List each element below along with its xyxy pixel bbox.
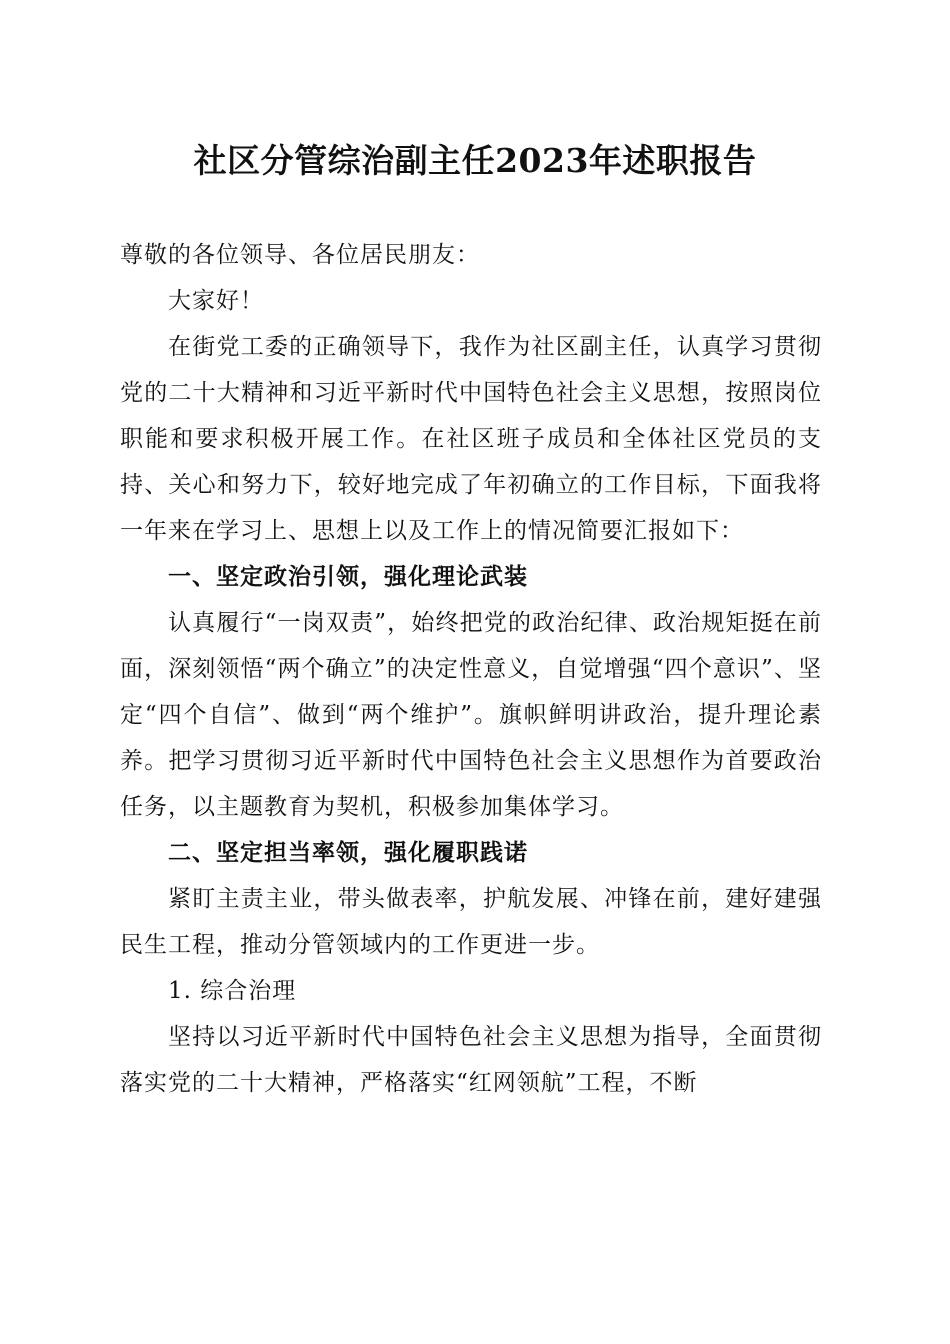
section-2-paragraph: 紧盯主责主业，带头做表率，护航发展、冲锋在前，建好建强民生工程，推动分管领域内的工作更进一步。 [120, 886, 822, 958]
section-2-heading: 二、坚定担当率领，强化履职践诺 [168, 840, 528, 866]
intro-paragraph: 在街党工委的正确领导下，我作为社区副主任，认真学习贯彻党的二十大精神和习近平新时代中国特色社会主义思想，按照岗位职能和要求积极开展工作。在社区班子成员和全体社区党员的支持、关心和努力下，较好地完成了年初确立的工作目标，下面我将一年来在学习上、思想上以及工作上的情况简要汇报如下： [120, 334, 822, 544]
document-body [120, 232, 822, 1106]
section-1-heading: 一、坚定政治引领，强化理论武装 [168, 564, 528, 590]
salutation: 尊敬的各位领导、各位居民朋友： [120, 242, 480, 268]
document-title: 社区分管综治副主任2023年述职报告 [193, 141, 757, 180]
greeting: 大家好！ [168, 288, 264, 314]
subsection-1-paragraph: 坚持以习近平新时代中国特色社会主义思想为指导，全面贯彻落实党的二十大精神，严格落实“红网领航”工程，不断 [120, 1024, 822, 1096]
section-1-paragraph: 认真履行“一岗双责”，始终把党的政治纪律、政治规矩挺在前面，深刻领悟“两个确立”的决定性意义，自觉增强“四个意识”、坚定“四个自信”、做到“两个维护”。旗帜鲜明讲政治，提升理论素养。把学习贯彻习近平新时代中国特色社会主义思想作为首要政治任务，以主题教育为契机，积极参加集体学习。 [120, 610, 822, 820]
subsection-1-heading: 1. 综合治理 [168, 978, 297, 1004]
